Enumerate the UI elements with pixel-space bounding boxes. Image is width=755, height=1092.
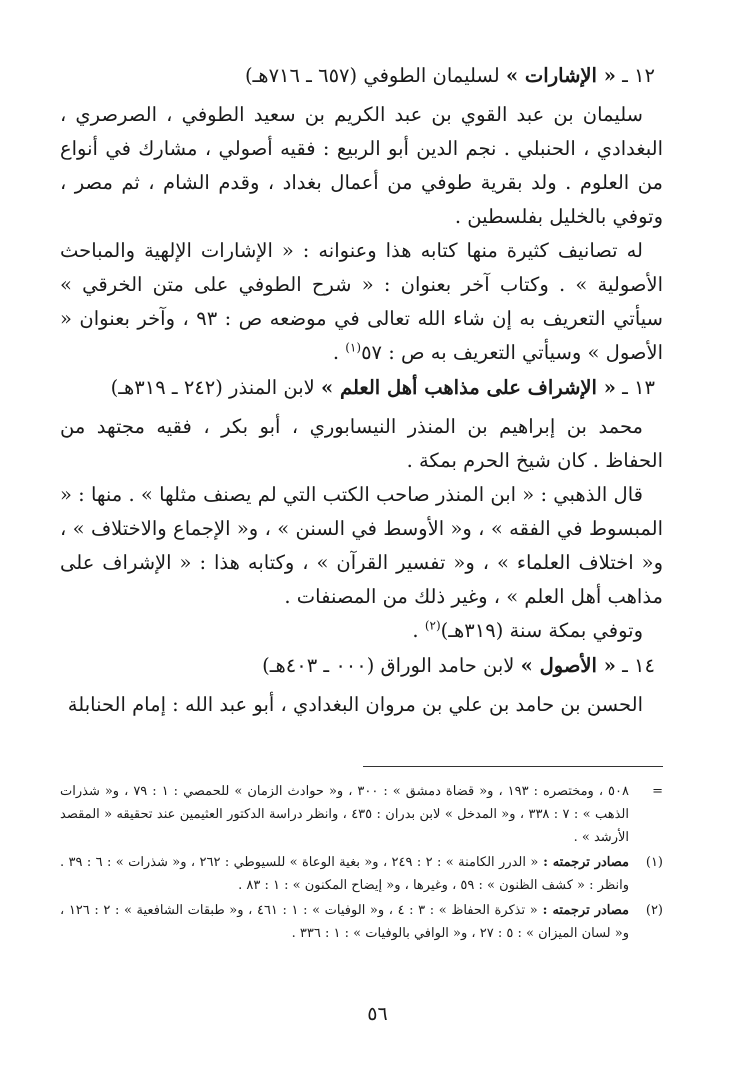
entry-heading-14: [60, 648, 663, 684]
footnote-label: مصادر ترجمته :: [538, 855, 629, 870]
footnote-2: [60, 899, 663, 945]
paragraph-tail: .: [332, 341, 346, 364]
entry-paragraph: الحسن بن حامد بن علي بن مروان البغدادي ، أبو عبد الله : إمام الحنابلة: [67, 693, 643, 716]
footnote-1: [60, 851, 663, 897]
footnote-marker: (٢): [645, 903, 663, 918]
entry-author: لابن المنذر (٢٤٢ ـ ٣١٩هـ): [110, 376, 321, 399]
footnotes: [60, 780, 663, 947]
paragraph-text: وتوفي بمكة سنة (٣١٩هـ): [440, 619, 643, 642]
entry-paragraph: قال الذهبي : « ابن المنذر صاحب الكتب التي لم يصنف مثلها » . منها : « المبسوط في الفقه » ، و« الأوسط في السنن » ، و« الإجماع والاختلاف » ، و« اختلاف العلماء » ، و« تفسير القرآن » ، وكتابه هذا : « الإشراف على مذاهب أهل العلم » ، وغير ذلك من المصنفات .: [60, 483, 663, 608]
entry-heading-13: [60, 370, 663, 406]
footnote-continued: [60, 780, 663, 849]
footnote-text: « تذكرة الحفاظ » : ٣ : ٤ ، و« الوفيات » : ١ : ٤٦١ ، و« طبقات الشافعية » : ٢ : ١٢٦ ، و« لسان الميزان » : ٥ : ٢٧ ، و« الوافي بالوفيات » : ١ : ٣٣٦ .: [60, 903, 629, 941]
footnote-marker: (١): [645, 855, 663, 870]
footnote-text: « الدرر الكامنة » : ٢ : ٢٤٩ ، و« بغية الوعاة » للسيوطي : ٢٦٢ ، و« شذرات » : ٦ : ٣٩ . وانظر : « كشف الظنون » : ٥٩ ، وغيرها ، و« إيضاح المكنون » : ١ : ٨٣ .: [60, 855, 629, 893]
entry-author: لسليمان الطوفي (٦٥٧ ـ ٧١٦هـ): [244, 64, 506, 87]
footnote-divider: [363, 766, 663, 767]
entry-number: ١٣ ـ: [615, 376, 655, 399]
entry-title: « الأصول »: [520, 654, 616, 677]
entry-paragraph: [60, 234, 663, 370]
footnote-label: مصادر ترجمته :: [537, 903, 629, 918]
entry-number: ١٢ ـ: [615, 64, 655, 87]
entry-title: « الإشارات »: [505, 64, 616, 87]
entry-title: « الإشراف على مذاهب أهل العلم »: [321, 376, 616, 399]
entry-author: لابن حامد الوراق (٠٠٠ ـ ٤٠٣هـ): [262, 654, 521, 677]
footnote-content: [60, 899, 629, 945]
entry-heading-12: [60, 58, 663, 94]
paragraph-text: له تصانيف كثيرة منها كتابه هذا وعنوانه : « الإشارات الإلهية والمباحث الأصولية » . وكتاب آخر بعنوان : « شرح الطوفي على متن الخرقي » سيأتي التعريف به إن شاء الله تعالى في موضعه ص : ٩٣ ، وآخر بعنوان « الأصول » وسيأتي التعريف به ص : ٥٧: [60, 239, 663, 364]
page-number: ٥٦: [367, 1003, 388, 1025]
footnote-content: [60, 851, 629, 897]
footnote-ref: (٢): [424, 618, 441, 633]
paragraph-tail: .: [412, 619, 425, 642]
entry-paragraph: محمد بن إبراهيم بن المنذر النيسابوري ، أبو بكر ، فقيه مجتهد من الحفاظ . كان شيخ الحرم بمكة .: [60, 415, 663, 472]
entry-number: ١٤ ـ: [615, 654, 655, 677]
entry-paragraph: سليمان بن عبد القوي بن عبد الكريم بن سعيد الطوفي ، الصرصري ، البغدادي ، الحنبلي . نجم الدين أبو الربيع : فقيه أصولي ، مشارك في أنواع من العلوم . ولد بقرية طوفي من أعمال بغداد ، وقدم الشام ، ثم مصر ، وتوفي بالخليل بفلسطين .: [60, 103, 663, 228]
footnote-text: ٥٠٨ ، ومختصره : ١٩٣ ، و« قضاة دمشق » : ٣٠٠ ، و« حوادث الزمان » للحمصي : ١ : ٧٩ ، و« شذرات الذهب » : ٧ : ٣٣٨ ، و« المدخل » لابن بدران : ٤٣٥ ، وانظر دراسة الدكتور العثيمين عند تحقيقه « المقصد الأرشد » .: [60, 784, 629, 845]
entry-paragraph: [60, 614, 663, 648]
footnote-ref: (١): [345, 340, 362, 355]
footnote-marker: =: [652, 784, 663, 799]
main-body: [60, 58, 663, 722]
